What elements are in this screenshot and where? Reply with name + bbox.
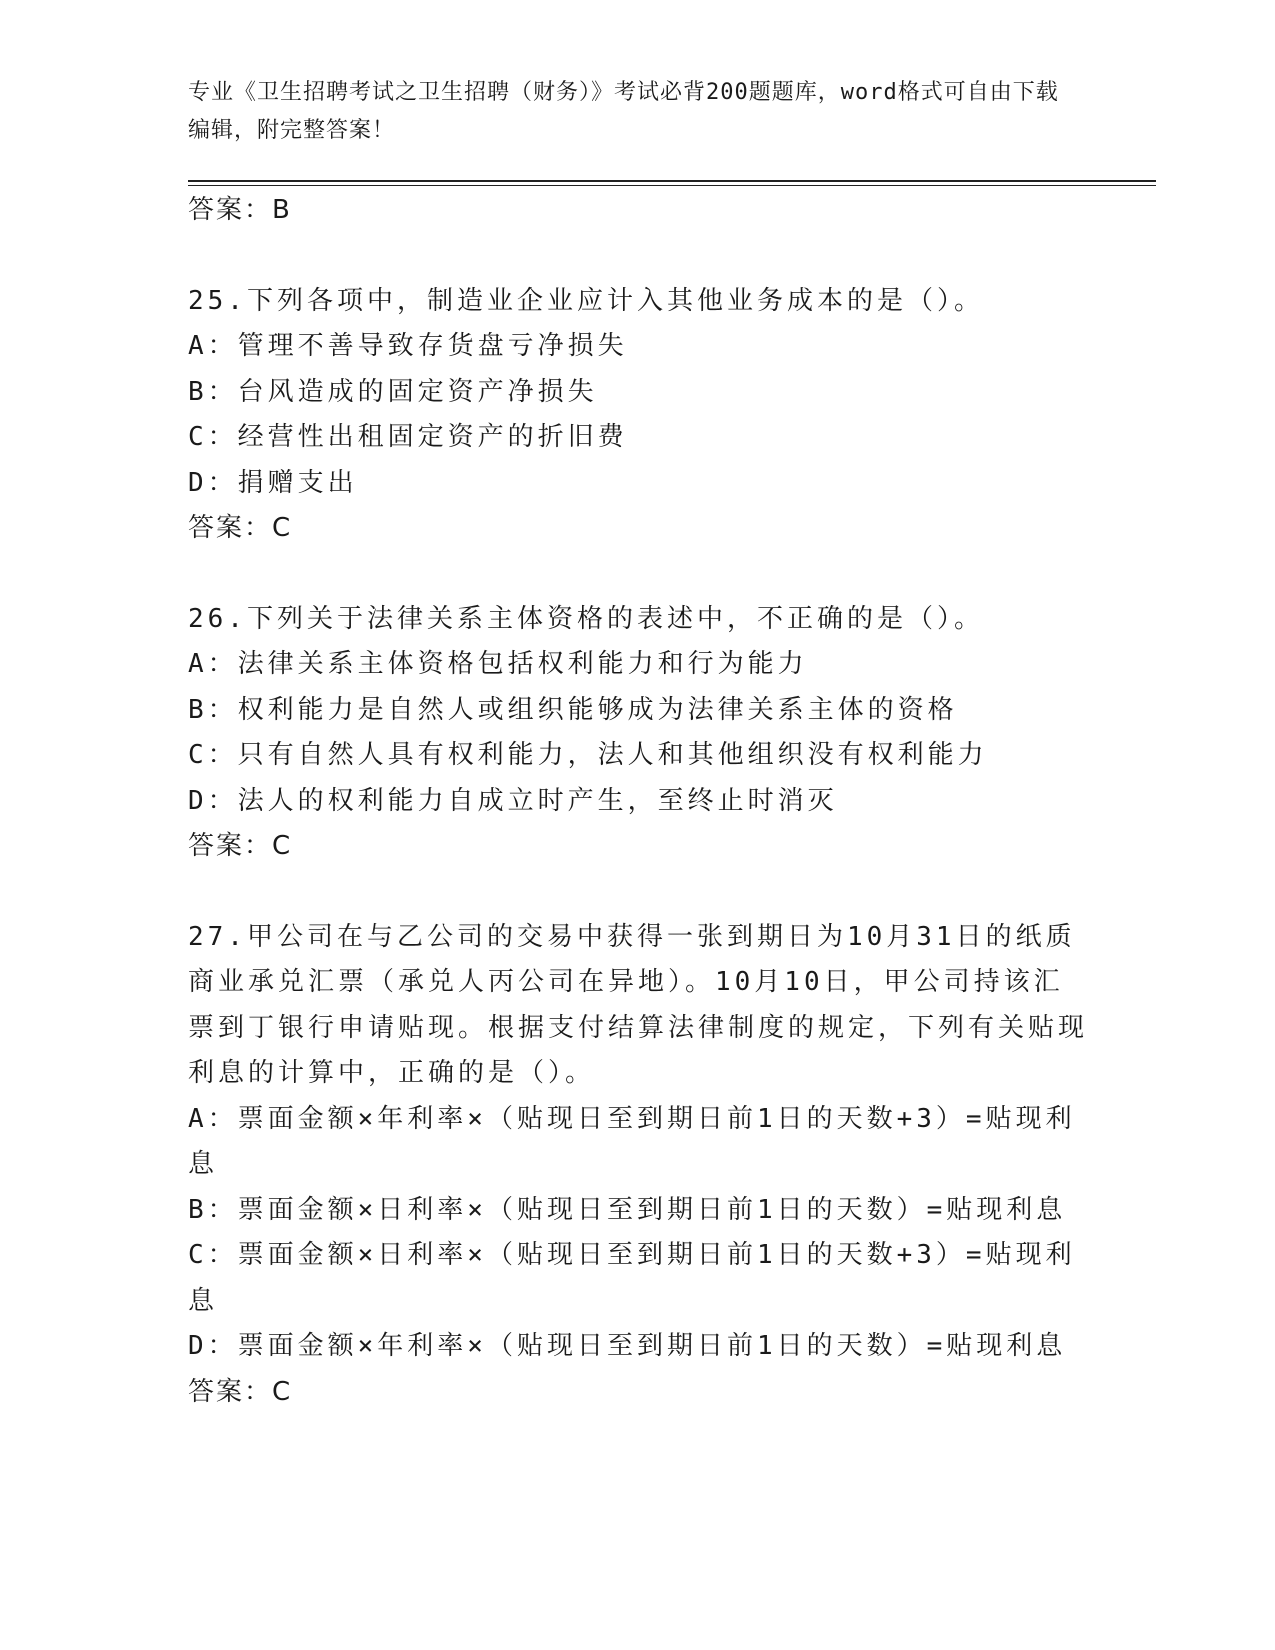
question-block [188,279,1088,552]
header-divider-thin [188,185,1156,186]
question-stem: 25.下列各项中，制造业企业应计入其他业务成本的是（）。 [188,285,984,316]
option-a: A：管理不善导致存货盘亏净损失 [188,331,628,361]
option-a: A：票面金额×年利率×（贴现日至到期日前1日的天数+3）=贴现利息 [188,1103,1076,1179]
option-d: D：票面金额×年利率×（贴现日至到期日前1日的天数）=贴现利息 [188,1331,1067,1361]
option-a: A：法律关系主体资格包括权利能力和行为能力 [188,649,808,679]
question-stem: 26.下列关于法律关系主体资格的表述中，不正确的是（）。 [188,603,984,634]
spacer [188,234,1088,279]
spacer [188,552,1088,597]
option-d: D：捐赠支出 [188,467,358,498]
answer-line: 答案：C [188,513,293,543]
option-c: C：票面金额×日利率×（贴现日至到期日前1日的天数+3）=贴现利息 [188,1240,1076,1316]
question-block [188,915,1088,1416]
answer-line: 答案：C [188,1376,293,1407]
option-c: C：只有自然人具有权利能力，法人和其他组织没有权利能力 [188,740,988,770]
question-content [188,188,1088,1415]
answer-line: 答案：B [188,195,292,225]
header-divider-thick [188,180,1156,182]
document-header: 专业《卫生招聘考试之卫生招聘（财务）》考试必背200题题库，word格式可自由下载编辑，附完整答案！ [188,80,1059,143]
spacer [188,870,1088,915]
option-b: B：台风造成的固定资产净损失 [188,376,598,407]
answer-line: 答案：C [188,831,293,861]
option-d: D：法人的权利能力自成立时产生，至终止时消灭 [188,785,838,816]
option-c: C：经营性出租固定资产的折旧费 [188,422,628,452]
question-block [188,597,1088,870]
option-b: B：票面金额×日利率×（贴现日至到期日前1日的天数）=贴现利息 [188,1194,1067,1225]
question-stem: 27.甲公司在与乙公司的交易中获得一张到期日为10月31日的纸质商业承兑汇票（承兑人丙公司在异地）。10月10日，甲公司持该汇票到丁银行申请贴现。根据支付结算法律制度的规定，下列有关贴现利息的计算中，正确的是（）。 [188,921,1089,1088]
option-b: B：权利能力是自然人或组织能够成为法律关系主体的资格 [188,694,958,725]
